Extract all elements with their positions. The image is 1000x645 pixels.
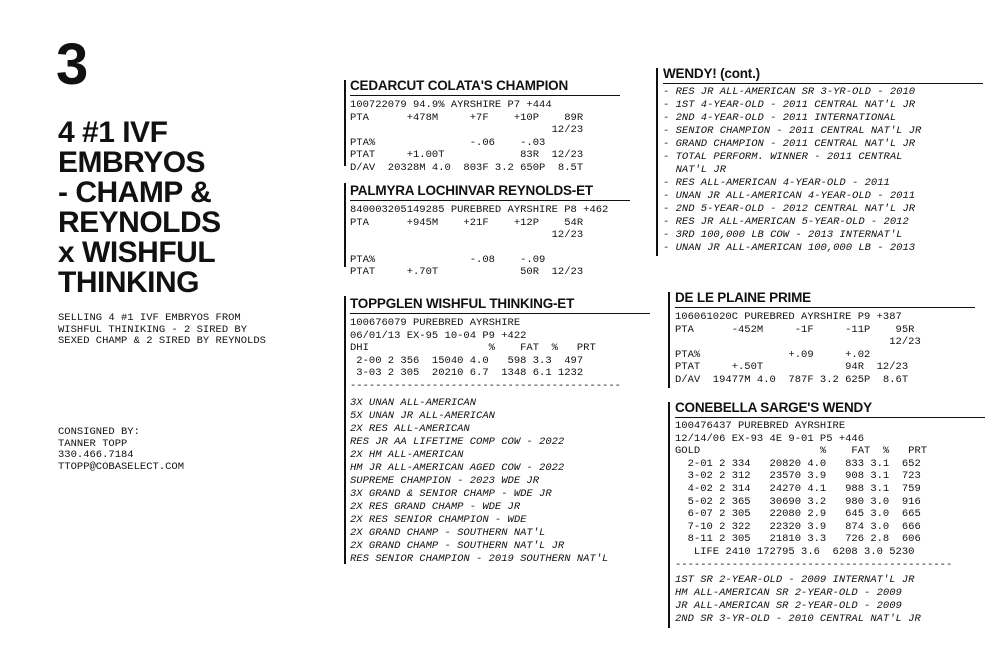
title-rule xyxy=(675,307,975,308)
title-rule xyxy=(663,83,983,84)
award-line: - 3RD 100,000 LB COW - 2013 INTERNAT'L xyxy=(663,229,903,241)
award-line: - TOTAL PERFORM. WINNER - 2011 CENTRAL xyxy=(663,151,903,163)
pedigree-line: 12/23 xyxy=(350,229,584,242)
award-line: 2X RES GRAND CHAMP - WDE JR xyxy=(350,500,521,513)
records-header: GOLD % FAT % PRT xyxy=(675,445,928,458)
consigned-label: CONSIGNED BY: xyxy=(58,426,140,438)
award-line: 2ND SR 3-YR-OLD - 2010 CENTRAL NAT'L JR xyxy=(675,613,921,626)
wendy-cont-title: WENDY! (cont.) xyxy=(663,66,760,81)
pedigree-line: 840003205149285 PUREBRED AYRSHIRE P8 +462 xyxy=(350,204,609,216)
record-row: 2-00 2 356 15040 4.0 598 3.3 497 xyxy=(350,354,584,367)
divider-wishful xyxy=(344,296,346,564)
records-header: DHI % FAT % PRT xyxy=(350,342,596,355)
award-line: - UNAN JR ALL-AMERICAN 4-YEAR-OLD - 2011 xyxy=(663,190,916,202)
title-rule xyxy=(350,313,650,314)
pedigree-line: PTA% -.08 -.09 xyxy=(350,253,546,266)
wendy-cont-block xyxy=(663,66,983,255)
headline-line: 4 #1 IVF xyxy=(58,116,168,149)
selling-line: SEXED CHAMP & 2 SIRED BY REYNOLDS xyxy=(58,335,266,347)
record-row: 7-10 2 322 22320 3.9 874 3.0 666 xyxy=(675,520,921,533)
pedigree-line: 100476437 PUREBRED AYRSHIRE xyxy=(675,420,846,432)
selling-line: WISHFUL THINIKING - 2 SIRED BY xyxy=(58,323,248,336)
award-line: - SENIOR CHAMPION - 2011 CENTRAL NAT'L JR xyxy=(663,125,922,137)
sire-champion-block xyxy=(350,78,620,175)
record-row: 6-07 2 305 22080 2.9 645 3.0 665 xyxy=(675,508,921,521)
title-rule xyxy=(675,417,985,418)
award-line: 2X RES SENIOR CHAMPION - WDE xyxy=(350,513,527,526)
award-line: - UNAN JR ALL-AMERICAN 100,000 LB - 2013 xyxy=(663,242,916,254)
award-line: SUPREME CHAMPION - 2023 WDE JR xyxy=(350,474,540,487)
divider-wendy-cont xyxy=(656,68,658,256)
record-row: 3-02 2 312 23570 3.9 908 3.1 723 xyxy=(675,470,921,483)
pedigree-line: PTAT +1.00T 83R 12/23 xyxy=(350,149,584,162)
dashed-separator: -------------------------------------------- xyxy=(675,558,953,571)
pedigree-line: 100676079 PUREBRED AYRSHIRE xyxy=(350,317,521,329)
award-line: RES SENIOR CHAMPION - 2019 SOUTHERN NAT'L xyxy=(350,552,609,565)
award-line: 3X GRAND & SENIOR CHAMP - WDE JR xyxy=(350,487,552,500)
divider-reynolds xyxy=(344,183,346,267)
award-line: - 2ND 4-YEAR-OLD - 2011 INTERNATIONAL xyxy=(663,112,897,124)
divider-prime xyxy=(668,292,670,388)
lot-number: 3 xyxy=(56,32,89,97)
sarge-wendy-block xyxy=(675,400,985,626)
dam-wishful-title: TOPPGLEN WISHFUL THINKING-ET xyxy=(350,296,575,311)
award-line: 2X HM ALL-AMERICAN xyxy=(350,448,464,461)
dashed-separator: ------------------------------------------- xyxy=(350,379,621,392)
consignor-info xyxy=(58,427,184,473)
lifetime-row: LIFE 2410 172795 3.6 6208 3.0 5230 xyxy=(675,545,915,558)
divider-champion xyxy=(344,80,346,166)
prime-block xyxy=(675,290,975,387)
sire-reynolds-block xyxy=(350,183,630,279)
pedigree-line: PTAT +.70T 50R 12/23 xyxy=(350,266,584,279)
pedigree-line: PTA% -.06 -.03 xyxy=(350,136,546,149)
selling-line: SELLING 4 #1 IVF EMBRYOS FROM xyxy=(58,312,241,324)
prime-title: DE LE PLAINE PRIME xyxy=(675,290,811,305)
title-rule xyxy=(350,95,620,96)
pedigree-line: PTA +945M +21F +12P 54R xyxy=(350,216,584,229)
pedigree-line: 06/01/13 EX-95 10-04 P9 +422 xyxy=(350,329,527,342)
sire-reynolds-title: PALMYRA LOCHINVAR REYNOLDS-ET xyxy=(350,183,593,198)
award-line: - 2ND 5-YEAR-OLD - 2012 CENTRAL NAT'L JR xyxy=(663,203,916,215)
sire-champion-title: CEDARCUT COLATA'S CHAMPION xyxy=(350,78,568,93)
award-line: - RES JR ALL-AMERICAN 5-YEAR-OLD - 2012 xyxy=(663,216,909,228)
pedigree-line: PTAT +.50T 94R 12/23 xyxy=(675,361,909,374)
award-line: JR ALL-AMERICAN SR 2-YEAR-OLD - 2009 xyxy=(675,600,902,613)
record-row: 4-02 2 314 24270 4.1 988 3.1 759 xyxy=(675,482,921,495)
pedigree-line: 12/23 xyxy=(350,124,584,137)
consignor-name: TANNER TOPP xyxy=(58,437,128,450)
award-line: HM JR ALL-AMERICAN AGED COW - 2022 xyxy=(350,461,565,474)
award-line: 3X UNAN ALL-AMERICAN xyxy=(350,396,477,409)
headline-line: x WISHFUL xyxy=(58,236,216,269)
title-rule xyxy=(350,200,630,201)
headline-line: EMBRYOS xyxy=(58,146,206,179)
award-line: RES JR AA LIFETIME COMP COW - 2022 xyxy=(350,435,565,448)
award-line: NAT'L JR xyxy=(663,164,727,176)
headline xyxy=(58,118,298,298)
pedigree-line: PTA% +.09 +.02 xyxy=(675,348,871,361)
record-row: 5-02 2 365 30690 3.2 980 3.0 916 xyxy=(675,495,921,508)
pedigree-line: PTA +478M +7F +10P 89R xyxy=(350,111,584,124)
pedigree-line: 106061020C PUREBRED AYRSHIRE P9 +387 xyxy=(675,311,902,323)
pedigree-line: 12/23 xyxy=(675,336,921,349)
award-line: - 1ST 4-YEAR-OLD - 2011 CENTRAL NAT'L JR xyxy=(663,99,916,111)
pedigree-line: PTA -452M -1F -11P 95R xyxy=(675,323,915,336)
pedigree-line: 100722079 94.9% AYRSHIRE P7 +444 xyxy=(350,99,552,111)
headline-line: - CHAMP & xyxy=(58,176,212,209)
award-line: - RES ALL-AMERICAN 4-YEAR-OLD - 2011 xyxy=(663,177,890,189)
dam-wishful-block xyxy=(350,296,650,566)
consignor-phone: 330.466.7184 xyxy=(58,449,134,461)
record-row: 2-01 2 334 20820 4.0 833 3.1 652 xyxy=(675,457,921,470)
selling-description xyxy=(58,313,266,348)
sarge-wendy-title: CONEBELLA SARGE'S WENDY xyxy=(675,400,872,415)
pedigree-line xyxy=(350,242,630,254)
pedigree-line: D/AV 20328M 4.0 803F 3.2 650P 8.5T xyxy=(350,161,584,174)
award-line: - GRAND CHAMPION - 2011 CENTRAL NAT'L JR xyxy=(663,138,916,150)
award-line: 2X GRAND CHAMP - SOUTHERN NAT'L JR xyxy=(350,539,565,552)
award-line: HM ALL-AMERICAN SR 2-YEAR-OLD - 2009 xyxy=(675,587,902,600)
award-line: - RES JR ALL-AMERICAN SR 3-YR-OLD - 2010 xyxy=(663,86,916,98)
headline-line: THINKING xyxy=(58,266,199,299)
consignor-email: TTOPP@COBASELECT.COM xyxy=(58,460,185,473)
pedigree-line: D/AV 19477M 4.0 787F 3.2 625P 8.6T xyxy=(675,373,909,386)
pedigree-line: 12/14/06 EX-93 4E 9-01 P5 +446 xyxy=(675,432,865,445)
record-row: 3-03 2 305 20210 6.7 1348 6.1 1232 xyxy=(350,367,584,380)
award-line: 2X GRAND CHAMP - SOUTHERN NAT'L xyxy=(350,526,546,539)
record-row: 8-11 2 305 21810 3.3 726 2.8 606 xyxy=(675,533,921,546)
divider-sarge xyxy=(668,402,670,628)
award-line: 1ST SR 2-YEAR-OLD - 2009 INTERNAT'L JR xyxy=(675,574,915,587)
award-line: 2X RES ALL-AMERICAN xyxy=(350,422,470,435)
award-line: 5X UNAN JR ALL-AMERICAN xyxy=(350,409,495,422)
headline-line: REYNOLDS xyxy=(58,206,221,239)
